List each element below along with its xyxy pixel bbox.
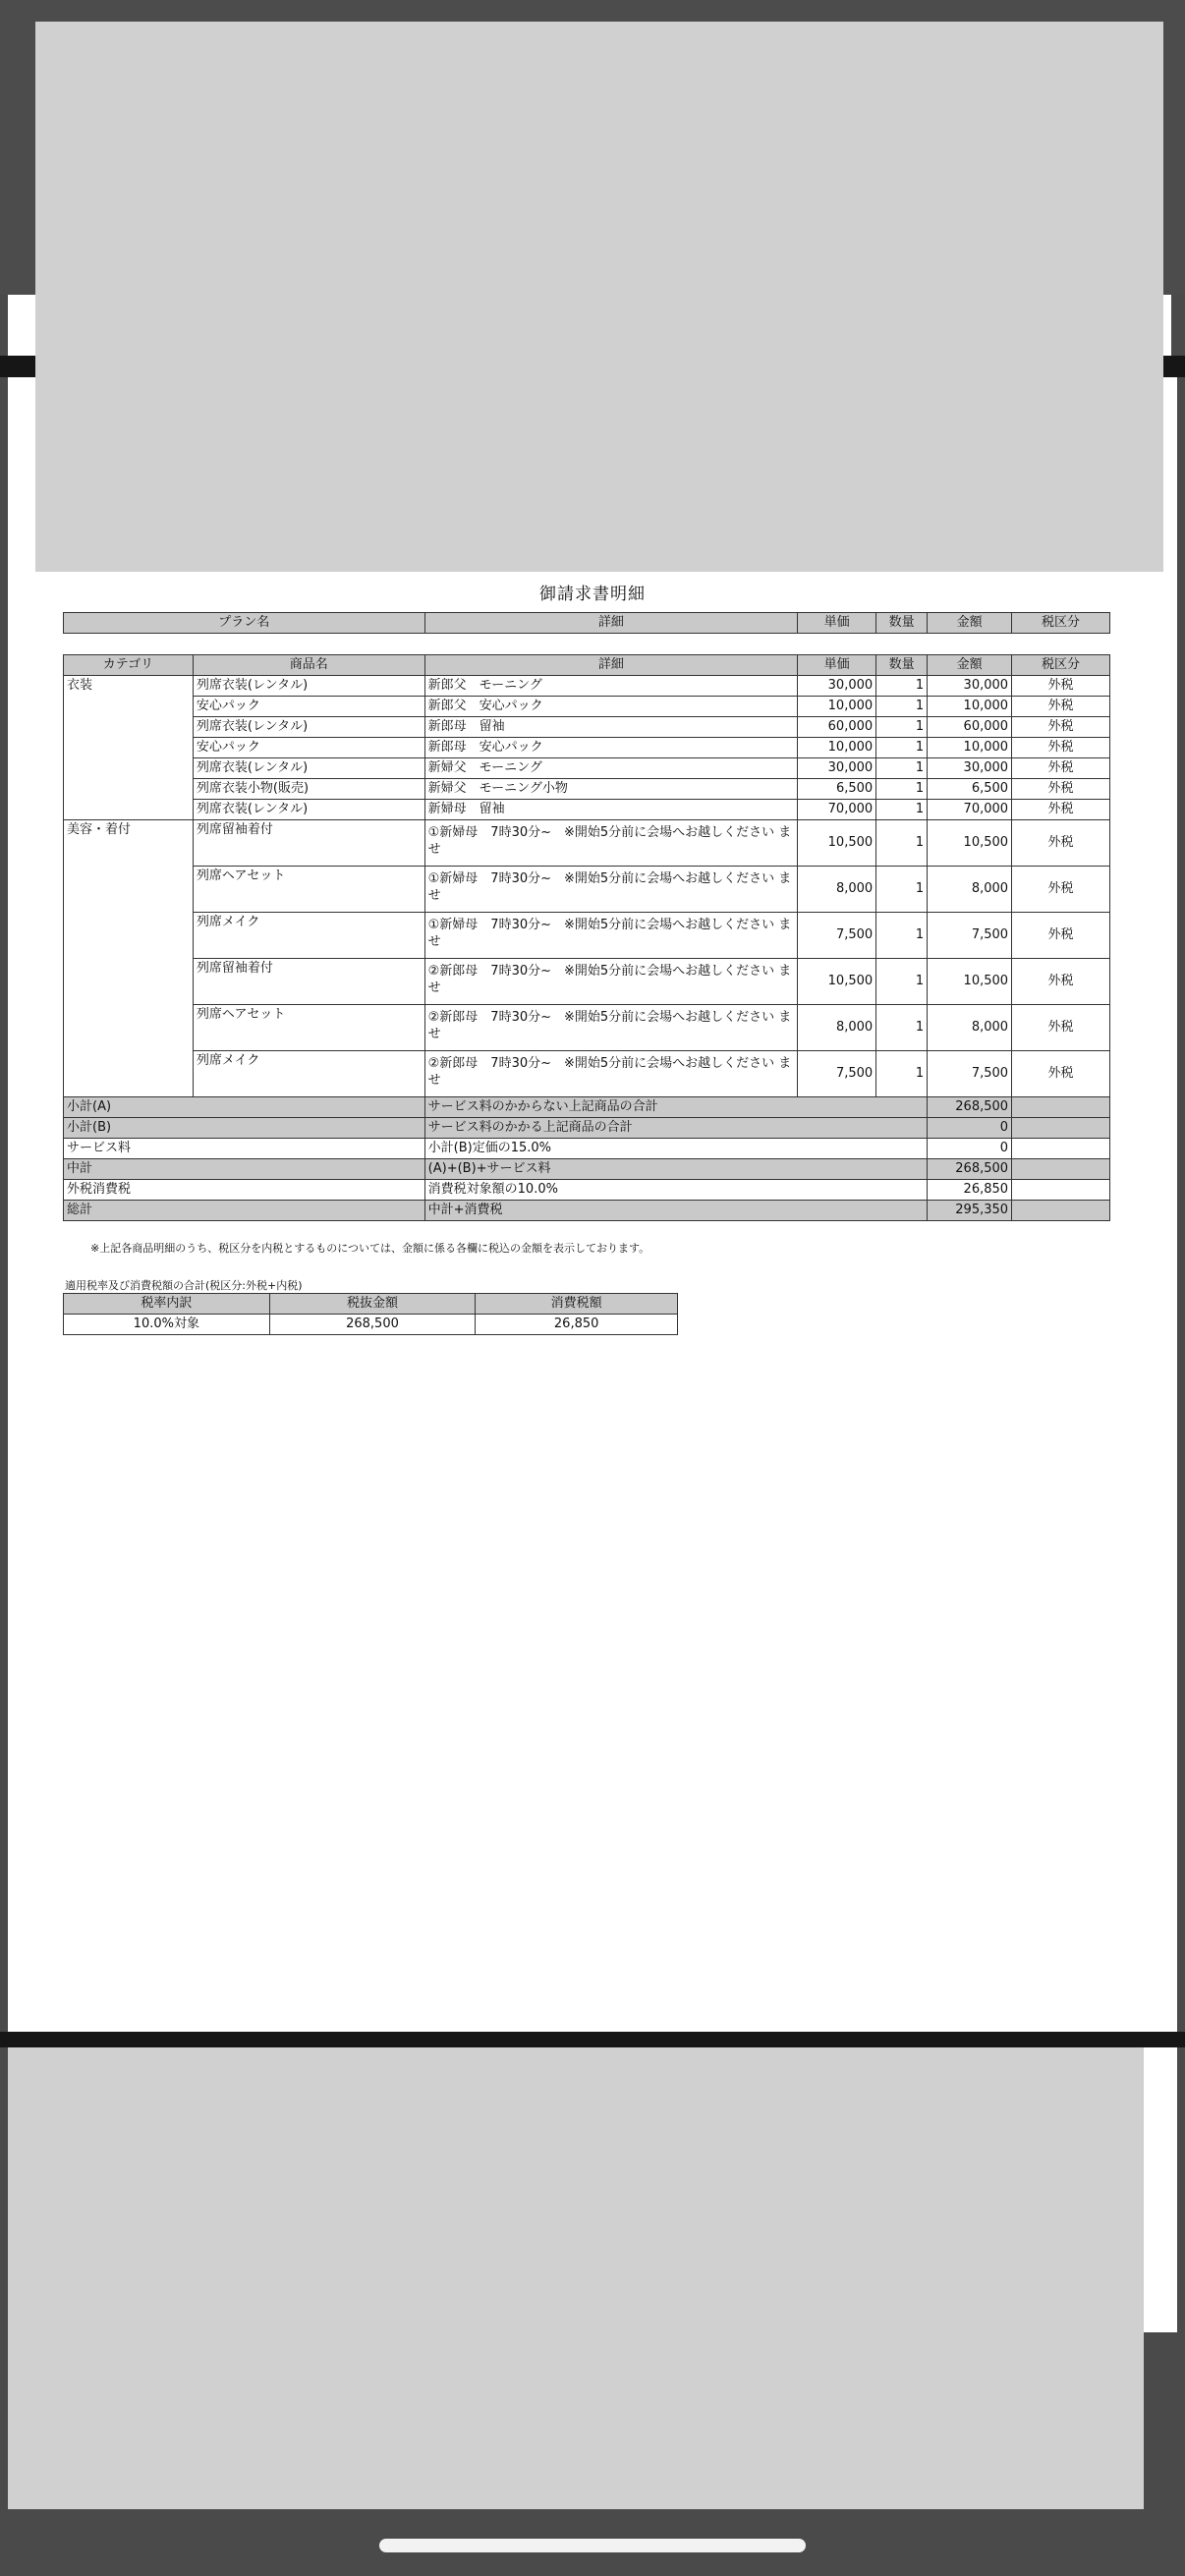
item-name: 安心パック: [193, 697, 424, 717]
item-price: 70,000: [798, 800, 876, 820]
item-amount: 10,000: [928, 738, 1012, 758]
item-tax: 外税: [1012, 800, 1110, 820]
item-qty: 1: [876, 738, 928, 758]
item-amount: 70,000: [928, 800, 1012, 820]
item-name: 安心パック: [193, 738, 424, 758]
item-name: 列席ヘアセット: [193, 1005, 424, 1051]
summary-amount: 0: [928, 1139, 1012, 1159]
item-price: 10,000: [798, 738, 876, 758]
item-qty: 1: [876, 820, 928, 867]
item-price: 6,500: [798, 779, 876, 800]
item-tax: 外税: [1012, 697, 1110, 717]
table-row: [64, 959, 1110, 1005]
header-qty: 数量: [876, 655, 928, 676]
table-row: [64, 779, 1110, 800]
item-price: 10,500: [798, 959, 876, 1005]
item-detail: 新郎父 安心パック: [424, 697, 798, 717]
item-tax: 外税: [1012, 779, 1110, 800]
item-tax: 外税: [1012, 676, 1110, 697]
item-tax: 外税: [1012, 738, 1110, 758]
item-tax: 外税: [1012, 717, 1110, 738]
item-name: 列席衣装小物(販売): [193, 779, 424, 800]
item-price: 10,000: [798, 697, 876, 717]
item-detail: 新郎母 留袖: [424, 717, 798, 738]
item-amount: 30,000: [928, 758, 1012, 779]
item-price: 8,000: [798, 1005, 876, 1051]
table-row: [64, 717, 1110, 738]
summary-row: [64, 1180, 1110, 1201]
table-row: [64, 697, 1110, 717]
plan-header-price: 単価: [798, 613, 876, 634]
summary-amount: 295,350: [928, 1201, 1012, 1221]
item-amount: 6,500: [928, 779, 1012, 800]
summary-amount: 0: [928, 1118, 1012, 1139]
summary-label: 中計: [64, 1159, 425, 1180]
item-detail: ②新郎母 7時30分~ ※開始5分前に会場へお越しください ませ: [424, 1005, 798, 1051]
item-qty: 1: [876, 676, 928, 697]
item-detail: ②新郎母 7時30分~ ※開始5分前に会場へお越しください ませ: [424, 1051, 798, 1097]
item-price: 7,500: [798, 1051, 876, 1097]
summary-detail: サービス料のかかる上記商品の合計: [424, 1118, 927, 1139]
item-qty: 1: [876, 1051, 928, 1097]
item-amount: 10,500: [928, 959, 1012, 1005]
header-amount: 金額: [928, 655, 1012, 676]
item-name: 列席衣装(レンタル): [193, 758, 424, 779]
tax-header-base: 税抜金額: [269, 1294, 476, 1315]
plan-header-amount: 金額: [928, 613, 1012, 634]
summary-detail: 中計+消費税: [424, 1201, 927, 1221]
item-tax: 外税: [1012, 758, 1110, 779]
tax-table: [63, 1293, 678, 1335]
table-row: [64, 867, 1110, 913]
summary-detail: 消費税対象額の10.0%: [424, 1180, 927, 1201]
item-detail: ①新婦母 7時30分~ ※開始5分前に会場へお越しください ませ: [424, 820, 798, 867]
items-table: [63, 654, 1110, 1221]
table-row: [64, 1005, 1110, 1051]
item-qty: 1: [876, 959, 928, 1005]
item-amount: 30,000: [928, 676, 1012, 697]
tax-summary-title: 適用税率及び消費税額の合計(税区分:外税+内税): [65, 1279, 303, 1292]
item-name: 列席ヘアセット: [193, 867, 424, 913]
item-detail: ②新郎母 7時30分~ ※開始5分前に会場へお越しください ませ: [424, 959, 798, 1005]
summary-empty: [1012, 1097, 1110, 1118]
redacted-area: [35, 22, 1163, 572]
summary-amount: 26,850: [928, 1180, 1012, 1201]
item-detail: 新郎母 安心パック: [424, 738, 798, 758]
item-price: 7,500: [798, 913, 876, 959]
item-qty: 1: [876, 867, 928, 913]
header-name: 商品名: [193, 655, 424, 676]
header-tax: 税区分: [1012, 655, 1110, 676]
tax-rate: 10.0%対象: [64, 1315, 270, 1335]
item-qty: 1: [876, 800, 928, 820]
redacted-area: [8, 2047, 1144, 2509]
summary-empty: [1012, 1201, 1110, 1221]
item-qty: 1: [876, 717, 928, 738]
summary-detail: (A)+(B)+サービス料: [424, 1159, 927, 1180]
tax-amount: 26,850: [476, 1315, 678, 1335]
summary-row: [64, 1201, 1110, 1221]
item-name: 列席衣装(レンタル): [193, 676, 424, 697]
item-name: 列席衣装(レンタル): [193, 800, 424, 820]
item-price: 10,500: [798, 820, 876, 867]
item-name: 列席留袖着付: [193, 820, 424, 867]
tax-header-tax: 消費税額: [476, 1294, 678, 1315]
item-amount: 10,500: [928, 820, 1012, 867]
item-price: 30,000: [798, 758, 876, 779]
table-row: [64, 758, 1110, 779]
item-qty: 1: [876, 779, 928, 800]
item-detail: 新婦母 留袖: [424, 800, 798, 820]
summary-label: 小計(B): [64, 1118, 425, 1139]
item-qty: 1: [876, 758, 928, 779]
category-cell: 美容・着付: [64, 820, 194, 1097]
summary-label: サービス料: [64, 1139, 425, 1159]
item-qty: 1: [876, 697, 928, 717]
item-name: 列席衣装(レンタル): [193, 717, 424, 738]
item-price: 30,000: [798, 676, 876, 697]
plan-header-name: プラン名: [64, 613, 425, 634]
summary-row: [64, 1097, 1110, 1118]
tax-note: ※上記各商品明細のうち、税区分を内税とするものについては、金額に係る各欄に税込の金額を表示しております。: [90, 1242, 650, 1255]
summary-label: 総計: [64, 1201, 425, 1221]
page-separator: [0, 2032, 1185, 2047]
header-price: 単価: [798, 655, 876, 676]
summary-empty: [1012, 1180, 1110, 1201]
summary-row: [64, 1159, 1110, 1180]
item-amount: 7,500: [928, 1051, 1012, 1097]
item-detail: ①新婦母 7時30分~ ※開始5分前に会場へお越しください ませ: [424, 867, 798, 913]
summary-row: [64, 1139, 1110, 1159]
item-price: 8,000: [798, 867, 876, 913]
summary-empty: [1012, 1139, 1110, 1159]
tax-header-rate: 税率内訳: [64, 1294, 270, 1315]
table-row: [64, 800, 1110, 820]
item-detail: 新婦父 モーニング: [424, 758, 798, 779]
plan-header-tax: 税区分: [1012, 613, 1110, 634]
plan-header-detail: 詳細: [424, 613, 798, 634]
table-row: [64, 820, 1110, 867]
table-row: [64, 738, 1110, 758]
summary-label: 外税消費税: [64, 1180, 425, 1201]
plan-table: [63, 612, 1110, 634]
item-price: 60,000: [798, 717, 876, 738]
summary-amount: 268,500: [928, 1159, 1012, 1180]
summary-detail: サービス料のかからない上記商品の合計: [424, 1097, 927, 1118]
item-name: 列席留袖着付: [193, 959, 424, 1005]
item-name: 列席メイク: [193, 913, 424, 959]
document-title: 御請求書明細: [539, 585, 646, 604]
item-tax: 外税: [1012, 820, 1110, 867]
summary-amount: 268,500: [928, 1097, 1012, 1118]
item-detail: ①新婦母 7時30分~ ※開始5分前に会場へお越しください ませ: [424, 913, 798, 959]
item-qty: 1: [876, 913, 928, 959]
item-name: 列席メイク: [193, 1051, 424, 1097]
item-tax: 外税: [1012, 867, 1110, 913]
table-row: [64, 1051, 1110, 1097]
tax-base: 268,500: [269, 1315, 476, 1335]
summary-detail: 小計(B)定価の15.0%: [424, 1139, 927, 1159]
item-amount: 8,000: [928, 1005, 1012, 1051]
item-tax: 外税: [1012, 1005, 1110, 1051]
category-cell: 衣装: [64, 676, 194, 820]
item-amount: 8,000: [928, 867, 1012, 913]
item-amount: 10,000: [928, 697, 1012, 717]
item-detail: 新婦父 モーニング小物: [424, 779, 798, 800]
summary-label: 小計(A): [64, 1097, 425, 1118]
table-row: [64, 676, 1110, 697]
header-category: カテゴリ: [64, 655, 194, 676]
table-row: [64, 913, 1110, 959]
item-amount: 7,500: [928, 913, 1012, 959]
item-amount: 60,000: [928, 717, 1012, 738]
summary-empty: [1012, 1159, 1110, 1180]
item-tax: 外税: [1012, 959, 1110, 1005]
plan-header-qty: 数量: [876, 613, 928, 634]
item-tax: 外税: [1012, 913, 1110, 959]
item-qty: 1: [876, 1005, 928, 1051]
item-tax: 外税: [1012, 1051, 1110, 1097]
summary-row: [64, 1118, 1110, 1139]
header-detail: 詳細: [424, 655, 798, 676]
item-detail: 新郎父 モーニング: [424, 676, 798, 697]
summary-empty: [1012, 1118, 1110, 1139]
home-indicator[interactable]: [379, 2539, 806, 2552]
